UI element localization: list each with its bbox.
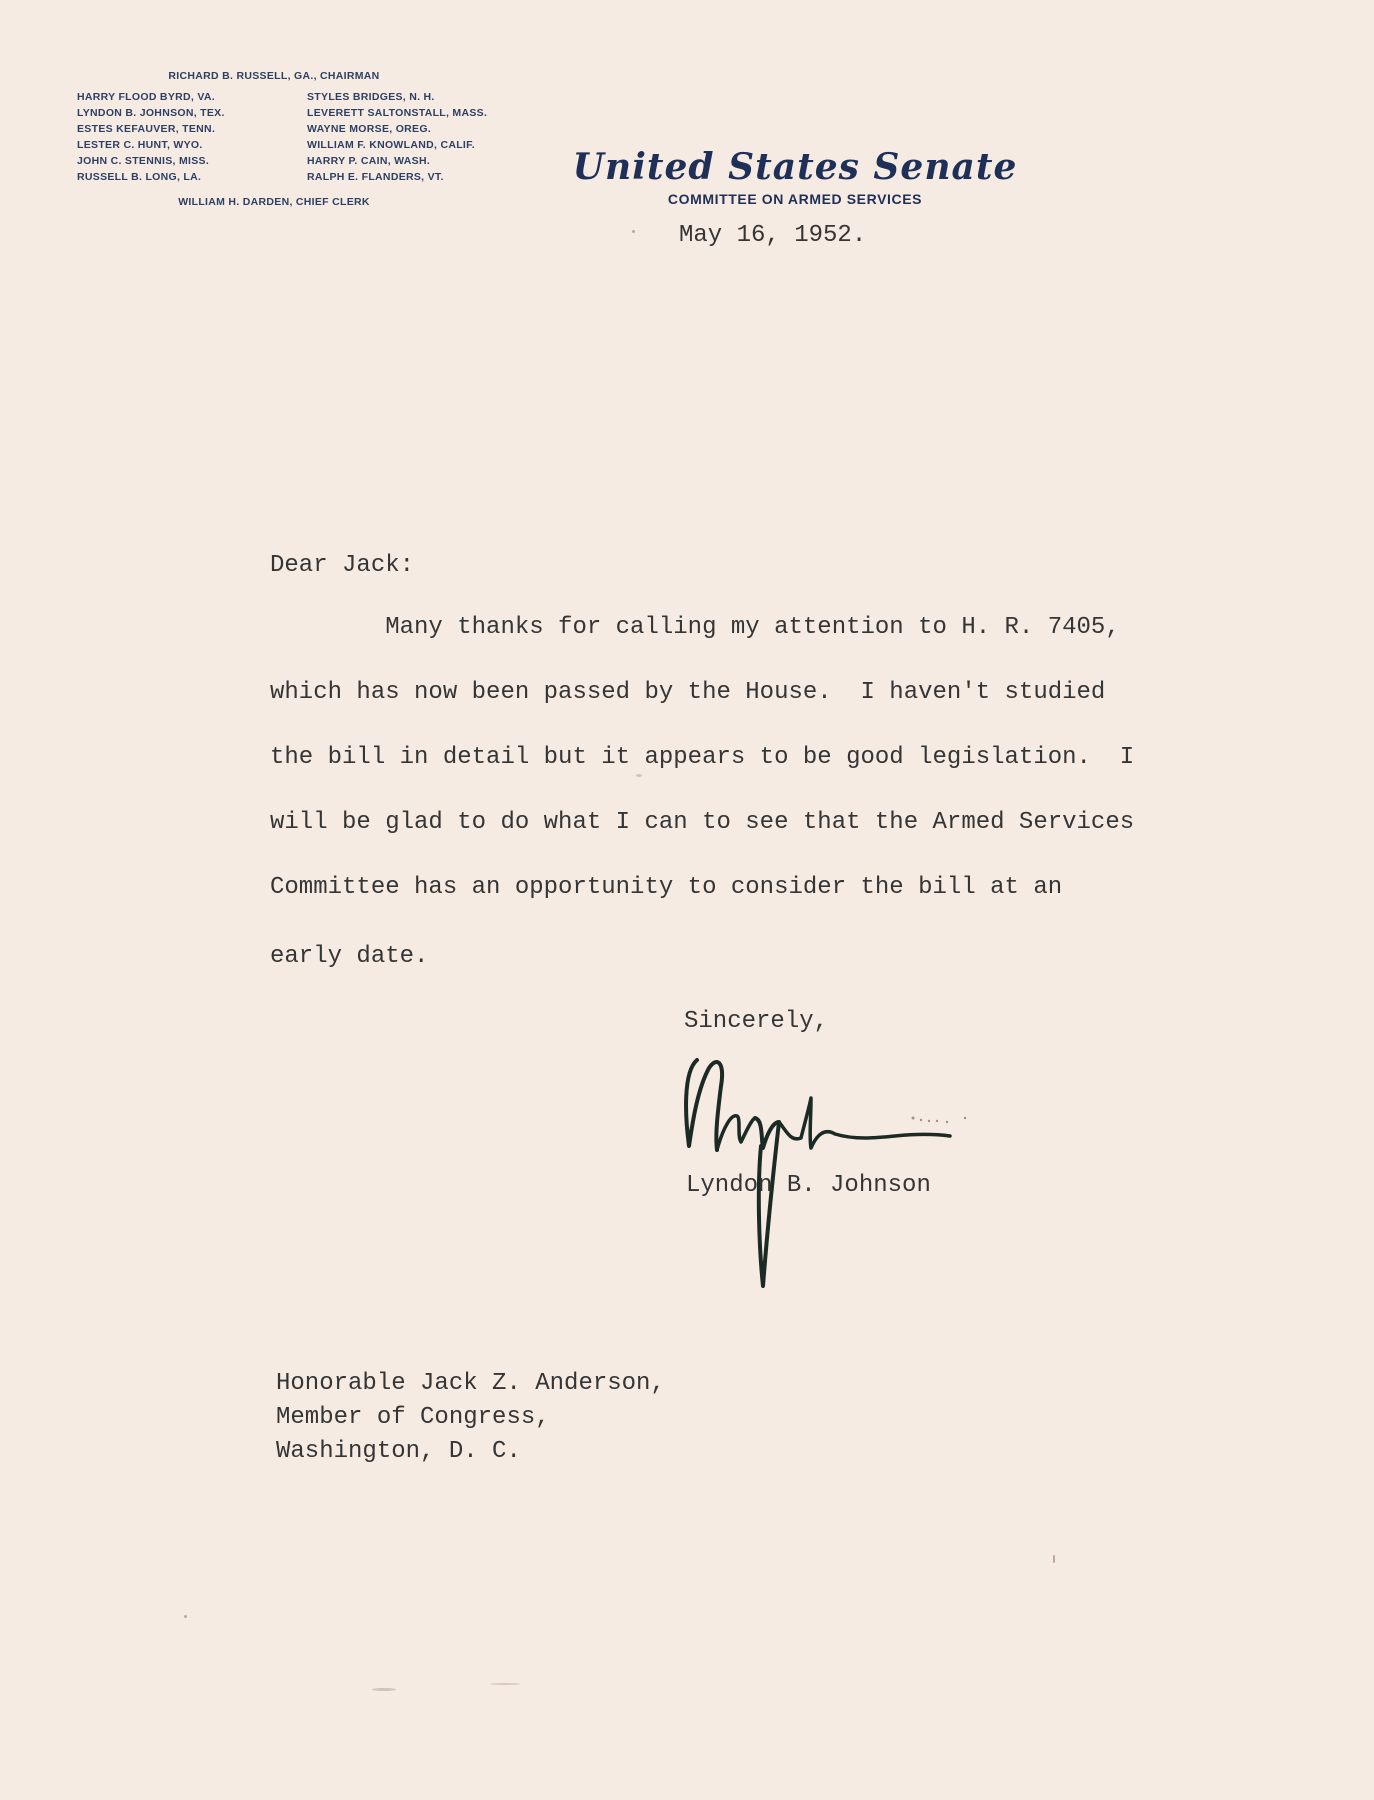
paper-speck xyxy=(184,1615,187,1618)
salutation: Dear Jack: xyxy=(270,552,415,579)
letter-date: May 16, 1952. xyxy=(679,222,867,249)
member-name: RUSSELL B. LONG, LA. xyxy=(77,171,202,183)
paper-speck xyxy=(1053,1555,1055,1563)
committee-name: COMMITTEE ON ARMED SERVICES xyxy=(667,191,923,207)
body-line: early date. xyxy=(270,943,429,970)
signature-image xyxy=(675,1038,995,1298)
body-line: Committee has an opportunity to consider the bill at an xyxy=(270,874,1063,901)
members-right-column xyxy=(307,90,487,184)
committee-roster xyxy=(60,70,540,208)
body-line: will be glad to do what I can to see that the Armed Services xyxy=(270,809,1135,836)
body-line: which has now been passed by the House. I haven't studied xyxy=(270,679,1106,706)
members-left-column xyxy=(77,90,267,184)
member-name: WAYNE MORSE, OREG. xyxy=(307,123,432,135)
member-name: WILLIAM F. KNOWLAND, CALIF. xyxy=(307,139,475,151)
member-name: STYLES BRIDGES, N. H. xyxy=(307,91,435,103)
chairman-line: RICHARD B. RUSSELL, GA., CHAIRMAN xyxy=(168,70,380,82)
recipient-address-line: Honorable Jack Z. Anderson, xyxy=(276,1370,665,1397)
member-name: HARRY FLOOD BYRD, VA. xyxy=(77,91,215,103)
paper-speck xyxy=(372,1688,396,1691)
recipient-address-line: Washington, D. C. xyxy=(276,1438,521,1465)
senate-title: United States Senate xyxy=(572,146,1018,188)
member-name: JOHN C. STENNIS, MISS. xyxy=(77,155,210,167)
member-name: LEVERETT SALTONSTALL, MASS. xyxy=(307,107,488,119)
signer-name: Lyndon B. Johnson xyxy=(686,1172,931,1199)
recipient-address-line: Member of Congress, xyxy=(276,1404,550,1431)
member-name: ESTES KEFAUVER, TENN. xyxy=(77,123,216,135)
senate-letterhead xyxy=(560,145,1030,207)
member-name: LESTER C. HUNT, WYO. xyxy=(77,139,203,151)
paper-speck xyxy=(490,1683,520,1685)
body-line: Many thanks for calling my attention to H. R. 7405, xyxy=(270,614,1120,641)
paper-speck xyxy=(632,230,635,233)
member-name: HARRY P. CAIN, WASH. xyxy=(307,155,431,167)
member-name: RALPH E. FLANDERS, VT. xyxy=(307,171,444,183)
body-line: the bill in detail but it appears to be good legislation. I xyxy=(270,744,1135,771)
member-name: LYNDON B. JOHNSON, TEX. xyxy=(77,107,225,119)
closing: Sincerely, xyxy=(684,1008,829,1035)
chief-clerk-line: WILLIAM H. DARDEN, CHIEF CLERK xyxy=(178,196,370,208)
paper-speck xyxy=(636,774,642,777)
committee-members xyxy=(77,90,540,184)
